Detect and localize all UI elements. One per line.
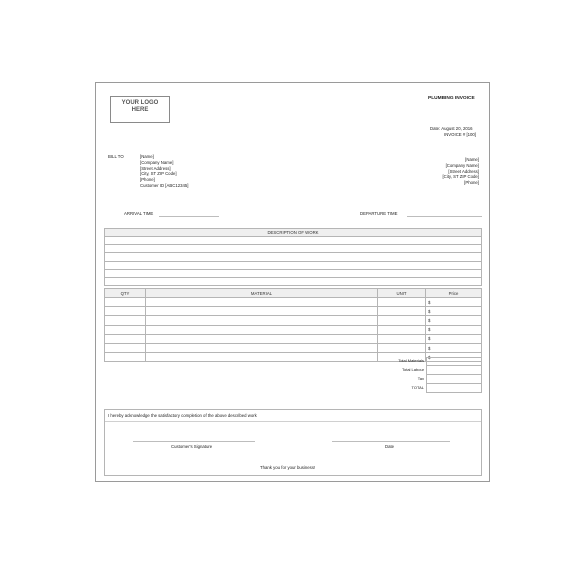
price-cell[interactable]: $ bbox=[426, 343, 482, 352]
signature-label: Customer's Signature bbox=[171, 444, 213, 449]
price-cell[interactable]: $ bbox=[426, 353, 482, 362]
invoice-date: Date: August 20, 2016 bbox=[430, 126, 473, 131]
from-street: [Street Address] bbox=[448, 168, 479, 174]
materials-table bbox=[104, 288, 482, 362]
price-header: Price bbox=[426, 289, 482, 298]
material-cell[interactable] bbox=[146, 334, 378, 343]
table-row bbox=[105, 325, 482, 334]
unit-cell[interactable] bbox=[378, 334, 426, 343]
unit-cell[interactable] bbox=[378, 343, 426, 352]
from-company: [Company Name] bbox=[445, 162, 479, 168]
description-row[interactable] bbox=[105, 277, 482, 285]
table-row bbox=[105, 334, 482, 343]
price-cell[interactable]: $ bbox=[426, 316, 482, 325]
description-row[interactable] bbox=[105, 245, 482, 253]
tax-value[interactable] bbox=[426, 375, 482, 384]
acknowledgement-text: I hereby acknowledge the satisfactory completion of the above described work bbox=[108, 413, 257, 418]
arrival-time-field[interactable] bbox=[159, 216, 219, 217]
table-row bbox=[105, 298, 482, 307]
qty-cell[interactable] bbox=[105, 316, 146, 325]
material-cell[interactable] bbox=[146, 307, 378, 316]
unit-header: UNIT bbox=[378, 289, 426, 298]
tax-label: Tax bbox=[417, 376, 424, 381]
from-name: [Name] bbox=[465, 157, 479, 162]
description-header: DESCRIPTION OF WORK bbox=[105, 229, 482, 237]
date-label: Date bbox=[385, 444, 395, 449]
total-labour-value[interactable] bbox=[426, 366, 482, 375]
description-row[interactable] bbox=[105, 253, 482, 261]
unit-cell[interactable] bbox=[378, 325, 426, 334]
total-labour-label: Total Labour bbox=[401, 367, 424, 372]
material-cell[interactable] bbox=[146, 343, 378, 352]
departure-time-field[interactable] bbox=[407, 216, 482, 217]
bill-to-address bbox=[140, 154, 188, 189]
divider bbox=[105, 421, 481, 422]
material-cell[interactable] bbox=[146, 298, 378, 307]
signature-line[interactable] bbox=[133, 441, 255, 442]
price-cell[interactable]: $ bbox=[426, 325, 482, 334]
qty-cell[interactable] bbox=[105, 343, 146, 352]
material-cell[interactable] bbox=[146, 325, 378, 334]
description-row[interactable] bbox=[105, 261, 482, 269]
grand-total-row bbox=[411, 384, 482, 393]
logo-line-1: YOUR LOGO bbox=[121, 100, 159, 106]
bill-to-label: BILL TO bbox=[108, 154, 124, 159]
bill-to-company: [Company Name] bbox=[140, 159, 174, 165]
material-cell[interactable] bbox=[146, 316, 378, 325]
bill-to-name: [Name] bbox=[140, 154, 154, 159]
tax-row bbox=[417, 375, 482, 384]
grand-total-label: TOTAL bbox=[411, 385, 424, 390]
total-materials-value[interactable] bbox=[426, 357, 482, 366]
unit-cell[interactable] bbox=[378, 298, 426, 307]
price-cell[interactable]: $ bbox=[426, 298, 482, 307]
qty-cell[interactable] bbox=[105, 298, 146, 307]
grand-total-value[interactable] bbox=[426, 384, 482, 393]
table-row bbox=[105, 307, 482, 316]
material-header: MATERIAL bbox=[146, 289, 378, 298]
description-row[interactable] bbox=[105, 237, 482, 245]
qty-header: QTY bbox=[105, 289, 146, 298]
table-row bbox=[105, 343, 482, 352]
qty-cell[interactable] bbox=[105, 325, 146, 334]
price-cell[interactable]: $ bbox=[426, 307, 482, 316]
total-materials-row bbox=[398, 357, 482, 366]
invoice-number: INVOICE # [100] bbox=[444, 132, 477, 137]
unit-cell[interactable] bbox=[378, 307, 426, 316]
qty-cell[interactable] bbox=[105, 334, 146, 343]
unit-cell[interactable] bbox=[378, 316, 426, 325]
total-materials-label: Total Materials bbox=[398, 358, 424, 363]
customer-id: Customer ID [ABC12345] bbox=[140, 182, 189, 188]
bill-to-city: [City, ST ZIP Code] bbox=[140, 171, 177, 177]
from-phone: [Phone] bbox=[464, 180, 479, 186]
invoice-sheet bbox=[95, 82, 490, 482]
total-labour-row bbox=[401, 366, 482, 375]
date-line[interactable] bbox=[332, 441, 450, 442]
logo-line-2: HERE bbox=[131, 107, 149, 113]
thank-you-note: Thank you for your business! bbox=[260, 465, 316, 470]
qty-cell[interactable] bbox=[105, 353, 146, 362]
arrival-time-label: ARRIVAL TIME bbox=[124, 211, 154, 216]
material-cell[interactable] bbox=[146, 353, 378, 362]
invoice-title: PLUMBING INVOICE bbox=[428, 96, 475, 101]
table-row bbox=[105, 353, 482, 362]
qty-cell[interactable] bbox=[105, 307, 146, 316]
acknowledgement-box bbox=[104, 409, 482, 476]
bill-to-phone: [Phone] bbox=[140, 177, 155, 183]
description-row[interactable] bbox=[105, 269, 482, 277]
totals-block bbox=[398, 357, 482, 393]
bill-to-street: [Street Address] bbox=[140, 165, 171, 171]
from-city: [City, ST ZIP Code] bbox=[442, 174, 479, 180]
table-row bbox=[105, 316, 482, 325]
price-cell[interactable]: $ bbox=[426, 334, 482, 343]
from-address bbox=[442, 157, 479, 186]
departure-time-label: DEPARTURE TIME bbox=[360, 211, 398, 216]
description-table bbox=[104, 228, 482, 286]
logo-placeholder bbox=[110, 96, 170, 123]
